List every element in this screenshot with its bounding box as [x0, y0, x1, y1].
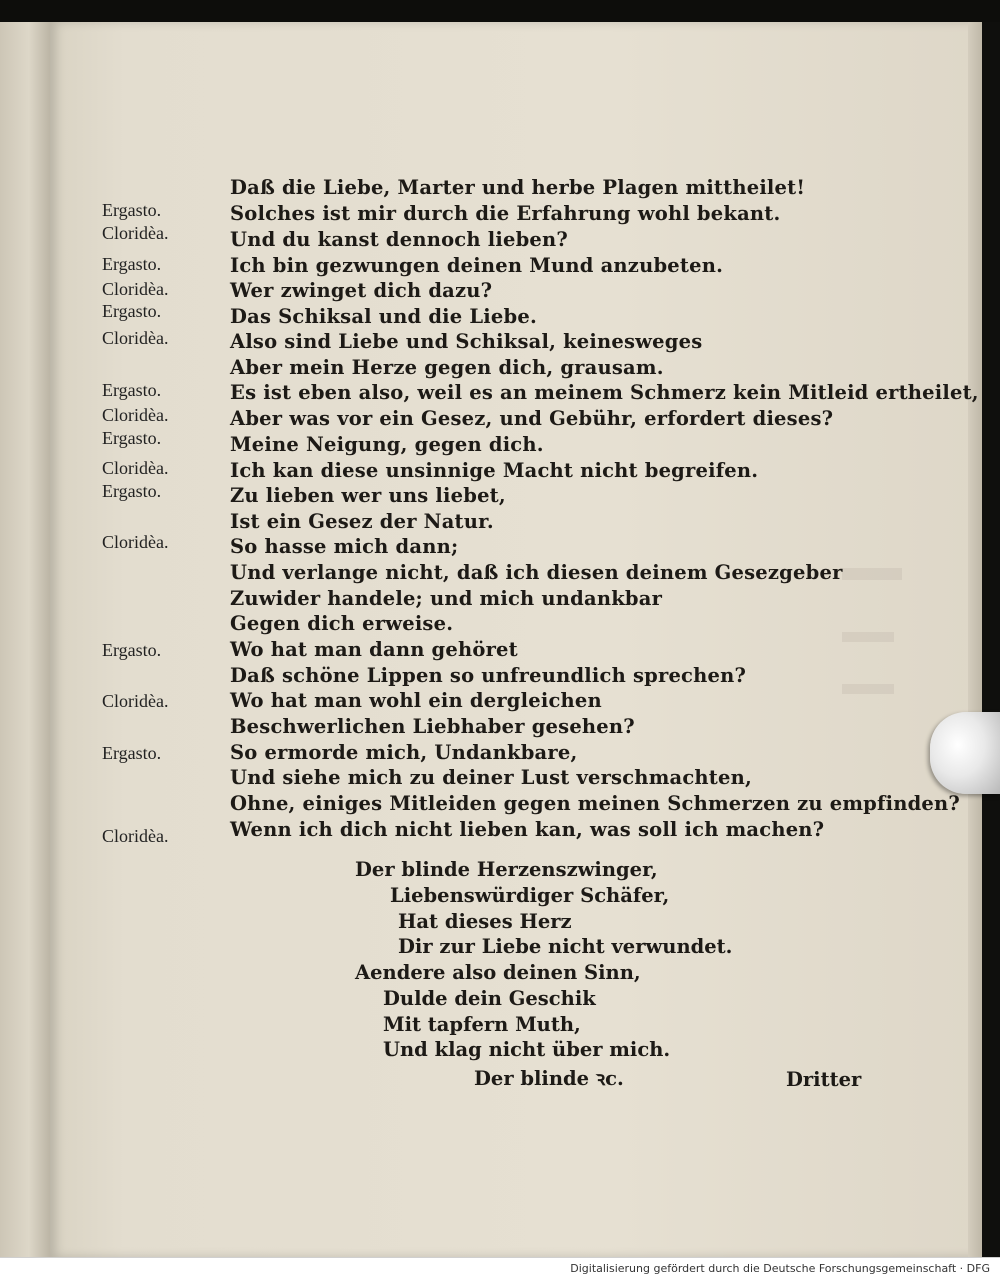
bleed-through-mark	[842, 568, 902, 580]
speaker-name: Ergasto.	[102, 743, 162, 763]
dialogue-line: Meine Neigung, gegen dich.	[230, 433, 544, 456]
page-clip	[930, 712, 1000, 794]
dialogue-line: Also sind Liebe und Schiksal, keinesweges	[230, 330, 703, 353]
aria-line: Hat dieses Herz	[398, 910, 572, 933]
speaker-name: Ergasto.	[102, 380, 162, 400]
dialogue-line: Und du kanst dennoch lieben?	[230, 228, 569, 251]
aria-line: Mit tapfern Muth,	[383, 1013, 581, 1036]
dialogue-line: Ist ein Gesez der Natur.	[230, 510, 494, 533]
dialogue-line: Es ist eben also, weil es an meinem Schmerz kein Mitleid ertheilet,	[230, 381, 979, 404]
aria-line: Der blinde ꝛc.	[474, 1067, 624, 1090]
aria-line: Liebenswürdiger Schäfer,	[390, 884, 670, 907]
speaker-name: Cloridèa.	[102, 223, 169, 243]
footer-credit: Digitalisierung gefördert durch die Deutsche Forschungsgemeinschaft · DFG	[570, 1262, 990, 1275]
bleed-through-mark	[842, 684, 894, 694]
aria-line: Dulde dein Geschik	[383, 987, 596, 1010]
dialogue-line: Wo hat man dann gehöret	[230, 638, 518, 661]
aria-line: Aendere also deinen Sinn,	[355, 961, 641, 984]
speaker-name: Ergasto.	[102, 640, 162, 660]
dialogue-line: Daß die Liebe, Marter und herbe Plagen mittheilet!	[230, 176, 806, 199]
speaker-name: Cloridèa.	[102, 328, 169, 348]
aria-line: Der blinde Herzenszwinger,	[355, 858, 658, 881]
dialogue-line: Wo hat man wohl ein dergleichen	[230, 689, 602, 712]
speaker-name: Cloridèa.	[102, 691, 169, 711]
speaker-name: Cloridèa.	[102, 826, 169, 846]
speaker-name: Ergasto.	[102, 428, 162, 448]
scan-border-top	[0, 0, 1000, 22]
catchword: Dritter	[786, 1068, 862, 1091]
dialogue-line: Wer zwinget dich dazu?	[230, 279, 493, 302]
dialogue-line: Ohne, einiges Mitleiden gegen meinen Schmerzen zu empfinden?	[230, 792, 961, 815]
dialogue-line: Aber mein Herze gegen dich, grausam.	[230, 356, 664, 379]
speaker-name: Cloridèa.	[102, 279, 169, 299]
speaker-name: Cloridèa.	[102, 458, 169, 478]
dialogue-line: Und siehe mich zu deiner Lust verschmachten,	[230, 766, 752, 789]
bleed-through-mark	[842, 632, 894, 642]
speaker-name: Ergasto.	[102, 481, 162, 501]
speaker-name: Cloridèa.	[102, 532, 169, 552]
dialogue-line: Aber was vor ein Gesez, und Gebühr, erfordert dieses?	[230, 407, 834, 430]
dialogue-line: Zu lieben wer uns liebet,	[230, 484, 506, 507]
speaker-name: Ergasto.	[102, 301, 162, 321]
dialogue-line: Und verlange nicht, daß ich diesen deinem Gesezgeber	[230, 561, 843, 584]
dialogue-line: Daß schöne Lippen so unfreundlich sprechen?	[230, 664, 747, 687]
dialogue-line: Ich bin gezwungen deinen Mund anzubeten.	[230, 254, 724, 277]
footer-bar	[0, 1257, 1000, 1281]
dialogue-line: Das Schiksal und die Liebe.	[230, 305, 537, 328]
aria-line: Dir zur Liebe nicht verwundet.	[398, 935, 733, 958]
dialogue-line: Wenn ich dich nicht lieben kan, was soll ich machen?	[230, 818, 825, 841]
dialogue-line: So ermorde mich, Undankbare,	[230, 741, 578, 764]
dialogue-line: Ich kan diese unsinnige Macht nicht begreifen.	[230, 459, 759, 482]
speaker-name: Ergasto.	[102, 254, 162, 274]
speaker-name: Ergasto.	[102, 200, 162, 220]
aria-line: Und klag nicht über mich.	[383, 1038, 671, 1061]
facing-page-edge	[0, 22, 52, 1257]
page-right-edge	[968, 22, 982, 1257]
dialogue-line: Beschwerlichen Liebhaber gesehen?	[230, 715, 635, 738]
dialogue-line: So hasse mich dann;	[230, 535, 459, 558]
dialogue-line: Solches ist mir durch die Erfahrung wohl bekant.	[230, 202, 781, 225]
dialogue-line: Zuwider handele; und mich undankbar	[230, 587, 663, 610]
speaker-name: Cloridèa.	[102, 405, 169, 425]
dialogue-line: Gegen dich erweise.	[230, 612, 454, 635]
